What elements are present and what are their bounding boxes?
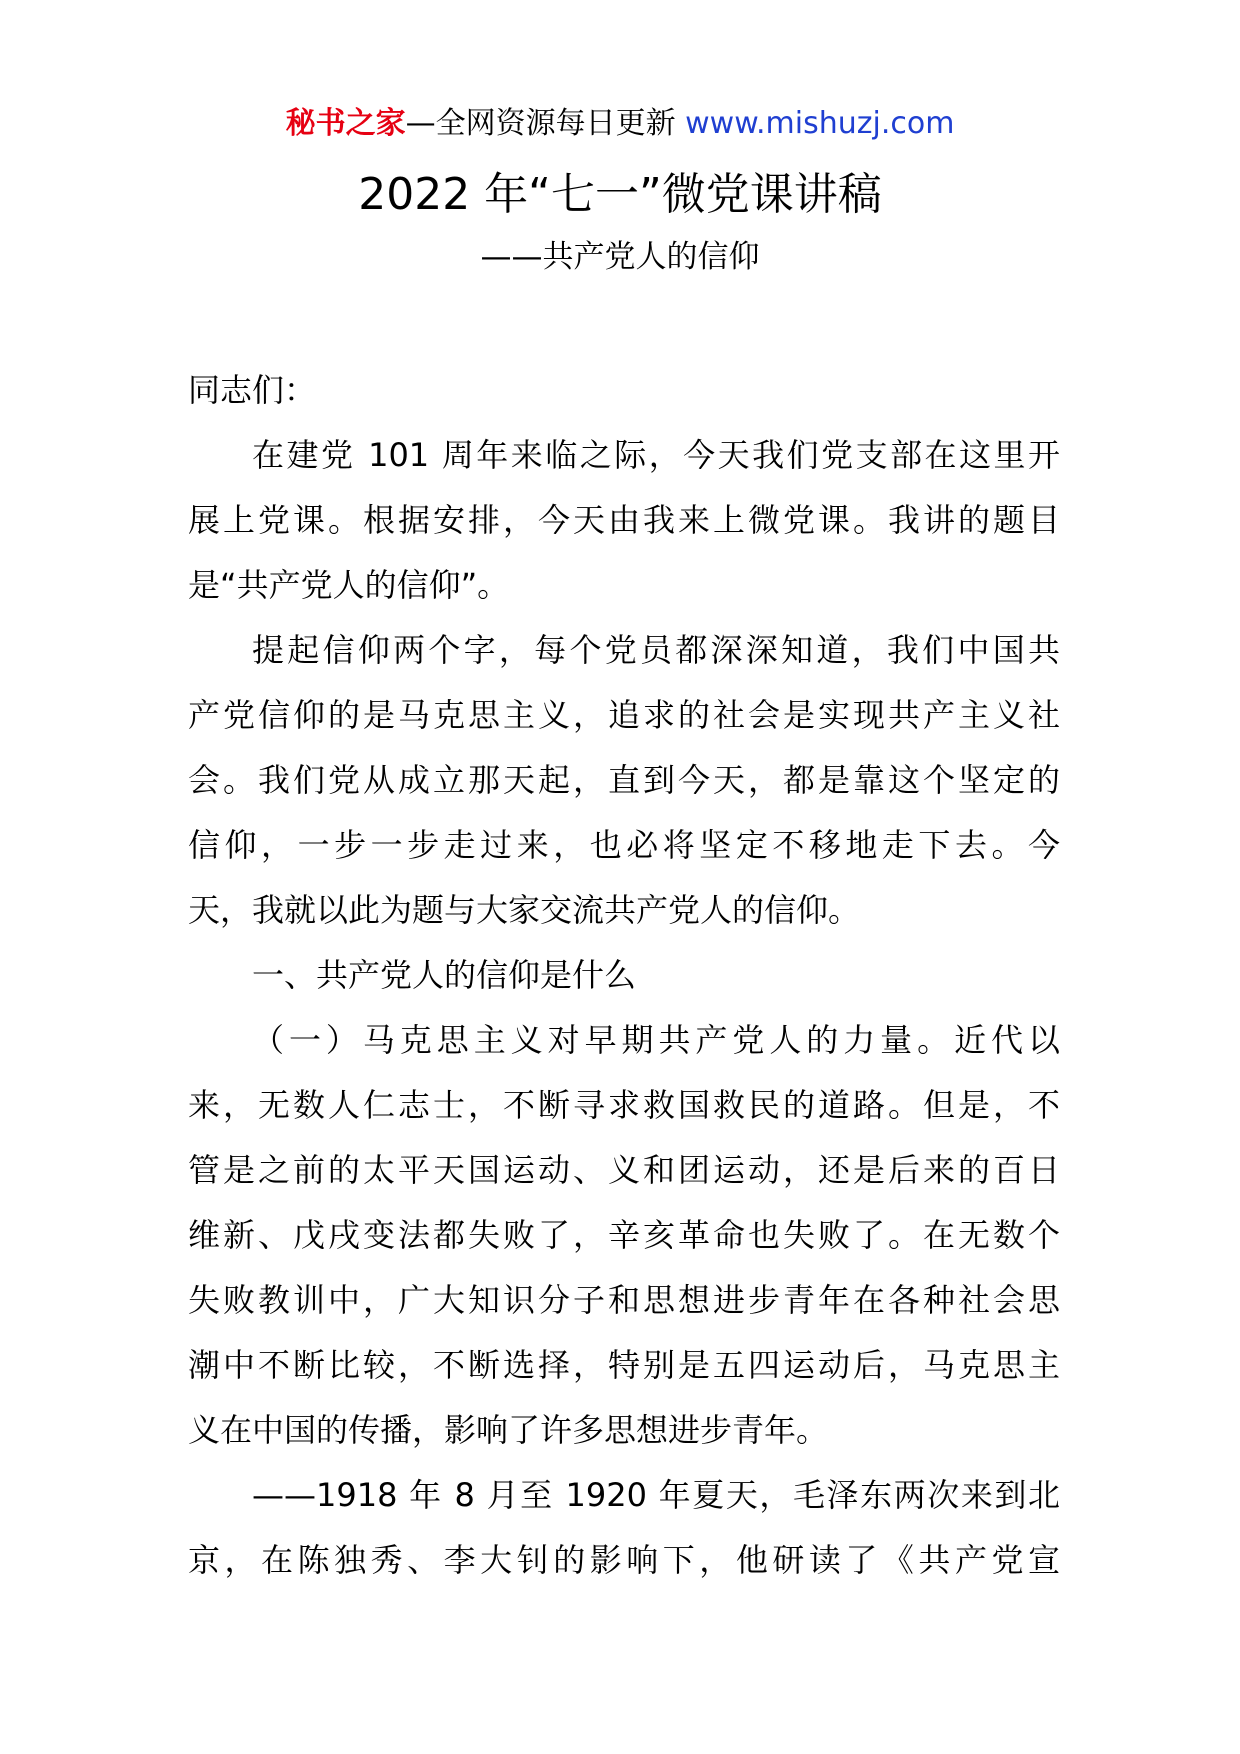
paragraph-line: 会。我们党从成立那天起，直到今天，都是靠这个坚定的 xyxy=(188,761,1060,799)
paragraph-line: 在建党 101 周年来临之际，今天我们党支部在这里开 xyxy=(252,436,1060,474)
document-subtitle: ——共产党人的信仰 xyxy=(480,239,760,275)
paragraph-line: 来，无数人仁志士，不断寻求救国救民的道路。但是，不 xyxy=(188,1086,1060,1124)
section-heading: 一、共产党人的信仰是什么 xyxy=(252,956,637,994)
brand-name: 秘书之家 xyxy=(285,106,406,141)
site-tagline: —全网资源每日更新 xyxy=(405,106,686,141)
paragraph-line: 失败教训中，广大知识分子和思想进步青年在各种社会思 xyxy=(188,1281,1060,1319)
salutation-line: 同志们： xyxy=(188,371,317,409)
document-title: 2022 年“七一”微党课讲稿 xyxy=(358,169,882,220)
paragraph-line: 展上党课。根据安排，今天由我来上微党课。我讲的题目 xyxy=(188,501,1060,539)
site-url-link[interactable]: www.mishuzj.com xyxy=(685,106,955,141)
paragraph-line: 提起信仰两个字，每个党员都深深知道，我们中国共 xyxy=(252,631,1060,669)
paragraph-line: ——1918 年 8 月至 1920 年夏天，毛泽东两次来到北 xyxy=(252,1476,1060,1514)
site-header xyxy=(0,104,1240,144)
paragraph-line: 管是之前的太平天国运动、义和团运动，还是后来的百日 xyxy=(188,1151,1060,1189)
paragraph-line: 义在中国的传播，影响了许多思想进步青年。 xyxy=(188,1411,829,1449)
paragraph-line: 信仰，一步一步走过来，也必将坚定不移地走下去。今 xyxy=(188,826,1060,864)
paragraph-line: 产党信仰的是马克思主义，追求的社会是实现共产主义社 xyxy=(188,696,1060,734)
paragraph-line: （一）马克思主义对早期共产党人的力量。近代以 xyxy=(252,1021,1060,1059)
paragraph-line: 天，我就以此为题与大家交流共产党人的信仰。 xyxy=(188,891,861,929)
paragraph-line: 京，在陈独秀、李大钊的影响下，他研读了《共产党宣 xyxy=(188,1541,1060,1579)
paragraph-line: 维新、戊戌变法都失败了，辛亥革命也失败了。在无数个 xyxy=(188,1216,1060,1254)
paragraph-line: 潮中不断比较，不断选择，特别是五四运动后，马克思主 xyxy=(188,1346,1060,1384)
document-body xyxy=(188,358,1060,1593)
paragraph-line: 是“共产党人的信仰”。 xyxy=(188,566,510,604)
